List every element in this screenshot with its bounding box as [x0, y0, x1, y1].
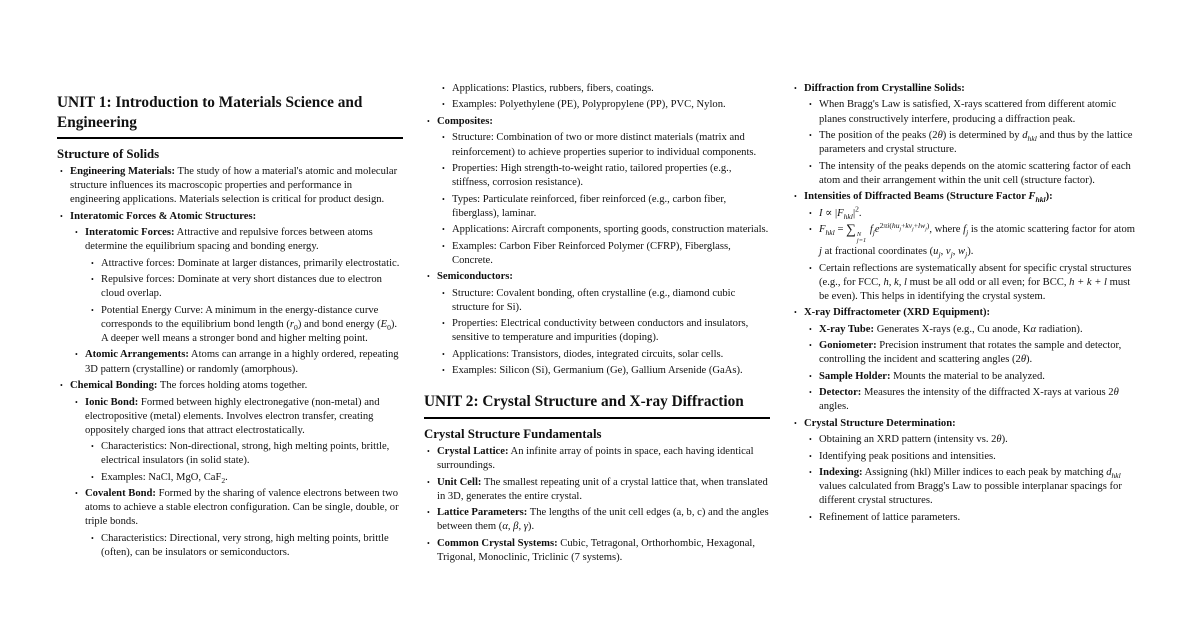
list-item	[791, 450, 1137, 464]
bullet-icon: •	[442, 288, 445, 298]
bullet-icon: •	[91, 305, 94, 315]
bullet-icon: •	[442, 349, 445, 359]
list-item-text: Atomic Arrangements: Atoms can arrange in a highly ordered, repeating 3D pattern (crystalline) or randomly (amorphous).	[85, 349, 399, 375]
bullet-icon: •	[809, 388, 812, 398]
list-item-text: Crystal Lattice: An infinite array of points in space, each having identical surroundings.	[437, 445, 754, 472]
list-item	[791, 339, 1137, 367]
bullet-icon: •	[442, 84, 445, 93]
list-item-text: Certain reflections are systematically absent for specific crystal structures (e.g., for FCC, h, k, l must be all odd or all even; for BCC, h + k + l must be even). This helps in identifying the crystal system.	[819, 262, 1132, 302]
list-item	[791, 306, 1137, 320]
list-item-text: Examples: NaCl, MgO, CaF$_2$.	[101, 471, 228, 485]
list-item-text: Common Crystal Systems: Cubic, Tetragonal, Orthorhombic, Hexagonal, Trigonal, Monoclinic, Triclinic (7 systems).	[437, 537, 755, 563]
list-item	[791, 204, 1137, 221]
list-item	[57, 348, 403, 376]
subsection-title	[57, 147, 403, 162]
list-item-text: Applications: Aircraft components, sporting goods, construction materials.	[452, 224, 769, 236]
bullet-icon: •	[794, 84, 797, 93]
list-item-text: Interatomic Forces: Attractive and repulsive forces between atoms determine the equilibrium spacing and bonding energy.	[85, 227, 373, 253]
bullet-icon: •	[809, 435, 812, 445]
bullet-icon: •	[442, 194, 445, 204]
bullet-icon: •	[91, 472, 94, 482]
list-item	[424, 348, 770, 362]
bullet-icon: •	[442, 366, 445, 376]
bullet-icon: •	[809, 100, 812, 110]
list-item-text: Properties: High strength-to-weight ratio, tailored properties (e.g., stiffness, corrosion resistance).	[452, 163, 732, 189]
list-item-text: The position of the peaks (2θ) is determined by $d_{hkl}$ and thus by the lattice parameters and crystal structure.	[819, 130, 1133, 156]
bullet-icon: •	[91, 442, 94, 452]
list-item	[57, 487, 403, 529]
list-item	[424, 270, 770, 284]
list-item	[791, 82, 1137, 96]
list-item	[791, 511, 1137, 525]
list-item	[791, 433, 1137, 447]
bullet-icon: •	[75, 397, 78, 407]
list-item	[791, 129, 1137, 157]
list-item-text: Indexing: Assigning (hkl) Miller indices to each peak by matching $d_{hkl}$ values calculated from Bragg's Law to possible interplanar spacings for different crystal structures.	[819, 467, 1122, 507]
section-title	[424, 392, 770, 419]
bullet-icon: •	[809, 208, 812, 218]
list-item-text: Goniometer: Precision instrument that rotates the sample and detector, controlling the incident and scattering angles (2θ).	[819, 340, 1122, 366]
bullet-icon: •	[60, 381, 63, 391]
list-item-text: Interatomic Forces & Atomic Structures:	[70, 210, 257, 222]
list-item	[57, 304, 403, 346]
list-item-text: The intensity of the peaks depends on the atomic scattering factor of each atom and their arrangement within the unit cell (structure factor).	[819, 160, 1131, 186]
bullet-icon: •	[442, 319, 445, 329]
notes-column-right	[791, 82, 1137, 527]
bullet-icon: •	[809, 263, 812, 273]
list-item	[57, 226, 403, 254]
list-item	[57, 210, 403, 224]
list-item-text: $I \propto |F_{hkl}|^2$.	[819, 204, 862, 221]
list-item-text: Types: Particulate reinforced, fiber reinforced (e.g., carbon fiber, fiberglass), laminar.	[452, 193, 727, 219]
bullet-icon: •	[60, 211, 63, 221]
list-item-text: Semiconductors:	[437, 271, 513, 283]
sum-limits: N j=1	[856, 230, 867, 245]
list-item-text: Applications: Transistors, diodes, integrated circuits, solar cells.	[452, 348, 724, 360]
bullet-icon: •	[442, 100, 445, 110]
list-item	[424, 364, 770, 378]
subsection-title	[424, 427, 770, 442]
bullet-icon: •	[75, 228, 78, 238]
list-item-text: When Bragg's Law is satisfied, X-rays scattered from different atomic planes constructively interfere, producing a diffraction peak.	[819, 99, 1117, 125]
bullet-icon: •	[442, 164, 445, 174]
list-item	[57, 471, 403, 485]
list-item-text: Examples: Carbon Fiber Reinforced Polymer (CFRP), Fiberglass, Concrete.	[452, 240, 731, 266]
bullet-icon: •	[427, 508, 430, 518]
list-item-text: Ionic Bond: Formed between highly electronegative (non-metal) and electropositive (metal) elements. Involves electron transfer, creating oppositely charged ions that attract electrostatically.	[85, 396, 380, 436]
bullet-icon: •	[809, 371, 812, 381]
bullet-icon: •	[809, 341, 812, 351]
list-item	[57, 379, 403, 393]
list-item	[424, 476, 770, 504]
list-item	[424, 240, 770, 268]
list-item	[424, 223, 770, 237]
list-item	[424, 287, 770, 315]
section-title	[57, 93, 403, 139]
bullet-icon: •	[91, 275, 94, 285]
list-item	[424, 506, 770, 534]
bullet-icon: •	[91, 533, 94, 543]
list-item	[791, 466, 1137, 508]
list-item	[57, 165, 403, 207]
notes-column-left	[57, 82, 403, 563]
list-item-text: Repulsive forces: Dominate at very short distances due to electron cloud overlap.	[101, 274, 382, 300]
list-item	[424, 82, 770, 96]
list-item-text: Covalent Bond: Formed by the sharing of valence electrons between two atoms to achieve a stable electron configuration. Can be single, double, or triple bonds.	[85, 488, 399, 528]
heading-text: Crystal Structure Fundamentals	[424, 426, 602, 441]
bullet-icon: •	[809, 451, 812, 461]
list-item	[791, 386, 1137, 414]
heading-text: Structure of Solids	[57, 147, 160, 161]
list-item-text: Identifying peak positions and intensities.	[819, 450, 996, 462]
list-item	[57, 396, 403, 438]
heading-text: UNIT 2: Crystal Structure and X-ray Diffraction	[424, 393, 744, 411]
list-item	[424, 115, 770, 129]
bullet-icon: •	[442, 225, 445, 235]
list-item-text: Structure: Combination of two or more distinct materials (matrix and reinforcement) to achieve properties superior to individual components.	[452, 132, 757, 158]
bullet-icon: •	[60, 167, 63, 176]
list-item-text: Characteristics: Non-directional, strong, high melting points, brittle, electrical insulators (in solid state).	[101, 441, 390, 467]
list-item-text: Examples: Silicon (Si), Germanium (Ge), Gallium Arsenide (GaAs).	[452, 365, 743, 377]
list-item-text: Diffraction from Crystalline Solids:	[804, 83, 965, 94]
list-item	[424, 193, 770, 221]
bullet-icon: •	[442, 133, 445, 143]
list-item	[57, 440, 403, 468]
list-item	[791, 190, 1137, 204]
list-item	[424, 445, 770, 473]
notes-column-middle	[424, 82, 770, 567]
list-item-text: Characteristics: Directional, very strong, high melting points, brittle (often), can be insulators or semiconductors.	[101, 532, 389, 559]
list-item-text: Properties: Electrical conductivity between conductors and insulators, sensitive to temperature and impurities (doping).	[452, 318, 749, 344]
list-item	[57, 257, 403, 271]
bullet-icon: •	[809, 324, 812, 334]
list-item-text: Obtaining an XRD pattern (intensity vs. 2θ).	[819, 434, 1008, 446]
list-item-text: Lattice Parameters: The lengths of the unit cell edges (a, b, c) and the angles between them (α, β, γ).	[437, 507, 769, 533]
bullet-icon: •	[809, 161, 812, 171]
bullet-icon: •	[442, 241, 445, 251]
list-item	[424, 537, 770, 565]
bullet-icon: •	[91, 258, 94, 268]
list-item	[791, 262, 1137, 304]
list-item	[791, 220, 1137, 260]
list-item-text: Refinement of lattice parameters.	[819, 511, 961, 523]
list-item-text: Intensities of Diffracted Beams (Structure Factor $F_{hkl}$):	[804, 191, 1053, 205]
list-item-text: Applications: Plastics, rubbers, fibers, coatings.	[452, 83, 654, 94]
list-item-text: Crystal Structure Determination:	[804, 417, 956, 429]
bullet-icon: •	[427, 116, 430, 126]
list-item-text: Sample Holder: Mounts the material to be analyzed.	[819, 370, 1045, 382]
list-item	[57, 532, 403, 560]
bullet-icon: •	[809, 225, 812, 235]
list-item	[791, 323, 1137, 337]
bullet-icon: •	[427, 446, 430, 456]
list-item	[791, 98, 1137, 126]
list-item-text: Composites:	[437, 115, 493, 127]
list-item	[424, 162, 770, 190]
list-item-text: Engineering Materials: The study of how a material's atomic and molecular structure influences its macroscopic properties and performance in engineering applications. Materials selection is critical for product design.	[70, 166, 398, 206]
list-item-text: Examples: Polyethylene (PE), Polypropylene (PP), PVC, Nylon.	[452, 99, 726, 111]
bullet-icon: •	[427, 477, 430, 487]
bullet-icon: •	[809, 468, 812, 478]
list-item	[57, 273, 403, 301]
bullet-icon: •	[809, 512, 812, 522]
list-item-text: X-ray Diffractometer (XRD Equipment):	[804, 307, 991, 319]
bullet-icon: •	[809, 131, 812, 141]
list-item	[791, 417, 1137, 431]
bullet-icon: •	[427, 272, 430, 282]
bullet-icon: •	[794, 192, 797, 202]
list-item	[424, 317, 770, 345]
list-item-text: Unit Cell: The smallest repeating unit of a crystal lattice that, when translated in 3D, generates the entire crystal.	[437, 476, 768, 502]
list-item-text: Chemical Bonding: The forces holding atoms together.	[70, 380, 308, 392]
list-item	[791, 160, 1137, 188]
bullet-icon: •	[427, 538, 430, 548]
list-item-text: Attractive forces: Dominate at larger distances, primarily electrostatic.	[101, 257, 400, 269]
list-item-text: Potential Energy Curve: A minimum in the energy-distance curve corresponds to the equilibrium bond length $(r_0)$ and bond energy $(E_0)$. A deeper well means a stronger bond and higher melting point.	[101, 304, 398, 344]
list-item-text: X-ray Tube: Generates X-rays (e.g., Cu anode, Kα radiation).	[819, 323, 1083, 335]
heading-text: UNIT 1: Introduction to Materials Science and Engineering	[57, 94, 363, 131]
list-item-text: Detector: Measures the intensity of the diffracted X-rays at various 2θ angles.	[819, 387, 1119, 413]
list-item	[791, 370, 1137, 384]
bullet-icon: •	[794, 418, 797, 428]
list-item-text: $F_{hkl}$ = ∑ N j=1 $f_je^{2\pi i(hu_j+kv_j+lw_j)}$, where $f_j$ is the atomic scattering factor for atom j at fractional coordinates ($u_j$, $v_j$, $w_j$).	[819, 220, 1136, 260]
list-item	[424, 131, 770, 159]
bullet-icon: •	[794, 308, 797, 318]
list-item-text: Structure: Covalent bonding, often crystalline (e.g., diamond cubic structure for Si).	[452, 287, 736, 313]
bullet-icon: •	[75, 350, 78, 360]
list-item	[424, 98, 770, 112]
bullet-icon: •	[75, 489, 78, 499]
